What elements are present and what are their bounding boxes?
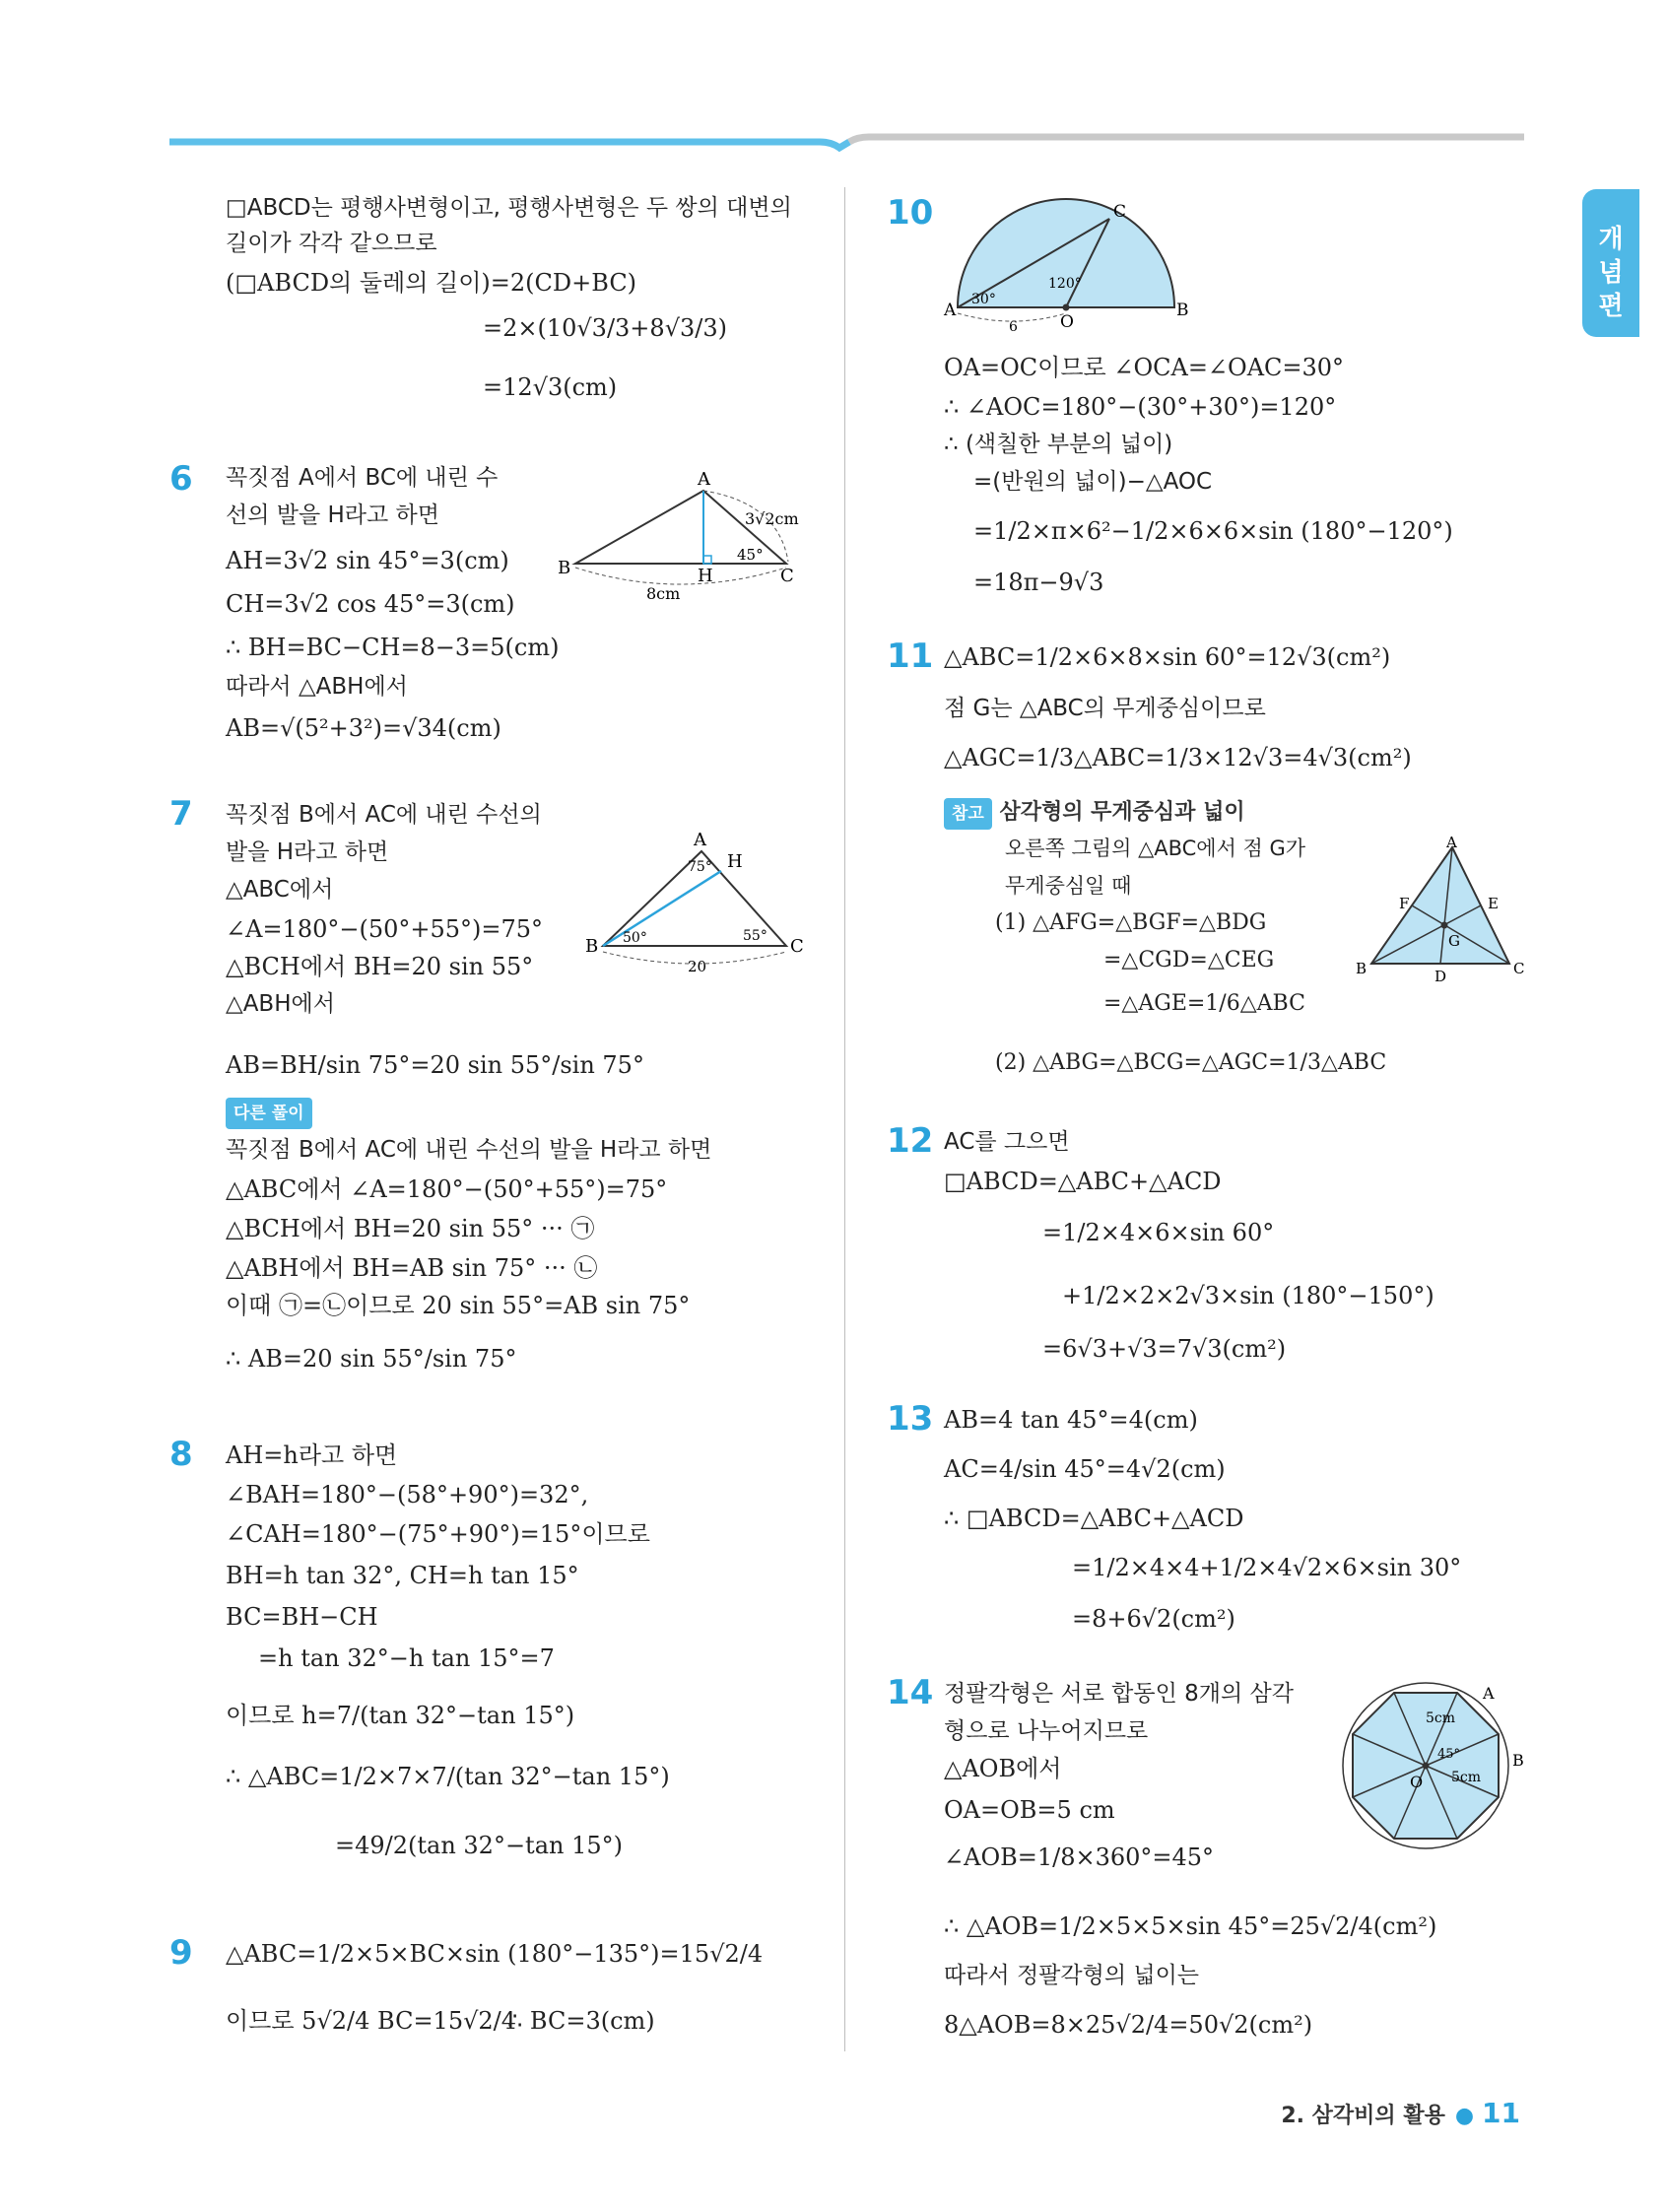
vertex-B: B (585, 936, 599, 957)
text-line: AC를 그으면 (944, 1129, 1070, 1155)
text-line: (□ABCD의 둘레의 길이)=2(CD+BC) (226, 269, 637, 297)
column-divider (844, 187, 845, 2051)
math-line: ∠AOB=1/8×360°=45° (944, 1843, 1215, 1871)
angle-120: 120° (1048, 276, 1082, 292)
math-line: △ABH에서 BH=AB sin 75° ··· ㉡ (226, 1254, 598, 1282)
math-line: 이므로 h=7/(tan 32°−tan 15°) (226, 1702, 575, 1729)
math-line: AB=√(5²+3²)=√34(cm) (226, 714, 501, 742)
problem-number: 12 (887, 1121, 934, 1161)
math-line: =12√3(cm) (483, 373, 618, 401)
math-line: □ABCD=△ABC+△ACD (944, 1168, 1222, 1195)
text-line: 점 G는 △ABC의 무게중심이므로 (944, 696, 1266, 721)
text-line: △ABC에서 (226, 877, 334, 903)
problem-number: 7 (169, 794, 193, 834)
problem-number: 14 (887, 1673, 934, 1712)
math-line: ∴ △AOB=1/2×5×5×sin 45°=25√2/4(cm²) (944, 1912, 1437, 1940)
text-line: 형으로 나누어지므로 (944, 1718, 1149, 1744)
triangle-figure-6 (552, 463, 818, 611)
math-line: 이때 ㉠=㉡이므로 20 sin 55°=AB sin 75° (226, 1292, 691, 1319)
bullet-icon: ● (1454, 2104, 1475, 2128)
math-line: =8+6√2(cm²) (1072, 1605, 1235, 1633)
radius-label-2: 5cm (1451, 1770, 1482, 1785)
math-line: ∴ AB=20 sin 55°/sin 75° (226, 1345, 517, 1373)
math-line: =1/2×π×6²−1/2×6×6×sin (180°−120°) (973, 517, 1453, 545)
note-line: =△CGD=△CEG (1103, 948, 1275, 972)
base-label: 8cm (646, 584, 681, 603)
math-line: △ABC=1/2×5×BC×sin (180°−135°)=15√2/4 (226, 1940, 764, 1968)
page-number: 11 (1482, 2097, 1520, 2129)
point-E: E (1488, 895, 1499, 912)
point-D: D (1434, 968, 1447, 985)
problem-number: 8 (169, 1435, 193, 1474)
angle-B: 50° (623, 930, 647, 946)
math-line: △BCH에서 BH=20 sin 55° (226, 953, 534, 980)
note-line: 오른쪽 그림의 △ABC에서 점 G가 (1005, 837, 1306, 860)
math-line: AB=4 tan 45°=4(cm) (944, 1406, 1198, 1434)
math-line: =6√3+√3=7√3(cm²) (1042, 1335, 1287, 1363)
angle-A: 75° (688, 859, 712, 875)
text-line: 정팔각형은 서로 합동인 8개의 삼각 (944, 1681, 1294, 1707)
foot-H: H (698, 566, 713, 586)
math-line: △ABC=1/2×6×8×sin 60°=12√3(cm²) (944, 643, 1391, 671)
math-line: =18π−9√3 (973, 569, 1104, 596)
foot-H: H (727, 851, 743, 872)
math-line: △ABC에서 ∠A=180°−(50°+55°)=75° (226, 1175, 668, 1203)
point-A: A (1483, 1684, 1495, 1703)
math-line: 8△AOB=8×25√2/4=50√2(cm²) (944, 2011, 1313, 2039)
text-line: 따라서 △ABH에서 (226, 674, 408, 700)
centroid-figure (1350, 836, 1527, 983)
math-line: ∠A=180°−(50°+55°)=75° (226, 915, 544, 943)
alt-solution-tag (226, 1096, 312, 1129)
point-G: G (1448, 932, 1460, 950)
vertex-A: A (698, 469, 710, 490)
vertex-C: C (780, 566, 794, 586)
radius-label-1: 5cm (1426, 1710, 1456, 1726)
math-line: =1/2×4×4+1/2×4√2×6×sin 30° (1072, 1554, 1462, 1581)
math-line: ∴ BC=3(cm) (507, 2007, 655, 2035)
alt-tag-label: 다른 풀이 (226, 1098, 312, 1129)
math-line: =2×(10√3/3+8√3/3) (483, 314, 727, 342)
note-title: 삼각형의 무게중심과 넓이 (999, 800, 1245, 825)
math-line: 이므로 5√2/4 BC=15√2/4 (226, 2007, 517, 2035)
point-F: F (1399, 895, 1410, 912)
vertex-B: B (558, 558, 571, 578)
octagon-figure (1335, 1675, 1532, 1852)
point-A: A (944, 301, 957, 320)
problem-number: 13 (887, 1399, 934, 1439)
math-line: ∴ □ABCD=△ABC+△ACD (944, 1505, 1244, 1532)
note-line: (2) △ABG=△BCG=△AGC=1/3△ABC (995, 1050, 1387, 1075)
math-line: ∴ △ABC=1/2×7×7/(tan 32°−tan 15°) (226, 1763, 670, 1790)
point-C: C (1113, 202, 1127, 222)
note-tag: 참고 (944, 798, 992, 830)
text-line: △ABH에서 (226, 991, 335, 1017)
vertex-A: A (694, 830, 706, 850)
section-tab-label: 개념편 (1598, 225, 1624, 321)
math-line: ∠CAH=180°−(75°+90°)=15°이므로 (226, 1520, 650, 1548)
vertex-C: C (790, 936, 804, 957)
math-line: AC=4/sin 45°=4√2(cm) (944, 1455, 1226, 1483)
note-line: =△AGE=1/6△ABC (1103, 991, 1305, 1016)
semicircle-figure-10 (944, 197, 1190, 335)
text-line: □ABCD는 평행사변형이고, 평행사변형은 두 쌍의 대변의 (226, 195, 792, 221)
point-O: O (1060, 312, 1074, 332)
text-line: 선의 발을 H라고 하면 (226, 503, 439, 528)
problem-number: 10 (887, 193, 934, 233)
math-line: ∠BAH=180°−(58°+90°)=32°, (226, 1481, 589, 1508)
text-line: 꼭짓점 A에서 BC에 내린 수 (226, 465, 499, 491)
note-line: (1) △AFG=△BGF=△BDG (995, 910, 1267, 935)
side-label: 3√2cm (745, 509, 799, 528)
note-line: 무게중심일 때 (1005, 874, 1132, 898)
section-tab[interactable] (1582, 189, 1639, 337)
point-B: B (1176, 301, 1189, 320)
text-line: 꼭짓점 B에서 AC에 내린 수선의 발을 H라고 하면 (226, 1137, 712, 1163)
point-O: O (1410, 1773, 1424, 1791)
angle-C: 55° (743, 928, 767, 944)
text-line: 따라서 정팔각형의 넓이는 (944, 1963, 1200, 1988)
note-header (944, 796, 1245, 830)
math-line: =1/2×4×6×sin 60° (1042, 1219, 1275, 1246)
math-line: =h tan 32°−h tan 15°=7 (258, 1644, 555, 1672)
angle-30: 30° (971, 292, 996, 307)
text-line: ∴ (색칠한 부분의 넓이) (944, 432, 1173, 457)
page-footer (1281, 2097, 1520, 2129)
point-B: B (1512, 1751, 1524, 1770)
problem-number: 11 (887, 637, 934, 676)
problem-number: 9 (169, 1933, 193, 1973)
math-line: =49/2(tan 32°−tan 15°) (335, 1832, 623, 1859)
point-C: C (1513, 960, 1525, 977)
math-line: BC=BH−CH (226, 1603, 378, 1631)
math-line: CH=3√2 cos 45°=3(cm) (226, 590, 515, 618)
math-line: ∴ ∠AOC=180°−(30°+30°)=120° (944, 393, 1337, 421)
math-line: AB=BH/sin 75°=20 sin 55°/sin 75° (226, 1051, 644, 1079)
math-line: OA=OB=5 cm (944, 1796, 1115, 1824)
chapter-title: 2. 삼각비의 활용 (1281, 2104, 1445, 2128)
text-line: =(반원의 넓이)−△AOC (973, 469, 1213, 495)
math-line: AH=3√2 sin 45°=3(cm) (226, 547, 509, 574)
math-line: +1/2×2×2√3×sin (180°−150°) (1062, 1282, 1434, 1309)
radius-label: 6 (1009, 319, 1018, 335)
header-rule (169, 136, 1524, 150)
text-line: 꼭짓점 B에서 AC에 내린 수선의 (226, 802, 542, 828)
math-line: OA=OC이므로 ∠OCA=∠OAC=30° (944, 354, 1345, 381)
math-line: △BCH에서 BH=20 sin 55° ··· ㉠ (226, 1215, 595, 1242)
triangle-figure-7 (581, 808, 818, 975)
math-line: △AGC=1/3△ABC=1/3×12√3=4√3(cm²) (944, 744, 1412, 771)
point-A: A (1446, 834, 1457, 851)
math-line: △AOB에서 (944, 1755, 1062, 1782)
math-line: ∴ BH=BC−CH=8−3=5(cm) (226, 634, 560, 661)
math-line: BH=h tan 32°, CH=h tan 15° (226, 1562, 579, 1589)
math-line: AH=h라고 하면 (226, 1441, 398, 1469)
point-B: B (1356, 960, 1368, 977)
text-line: 발을 H라고 하면 (226, 839, 389, 865)
base-label: 20 (688, 958, 707, 975)
text-line: 길이가 각각 같으므로 (226, 231, 437, 256)
angle-label: 45° (1437, 1747, 1461, 1762)
problem-number: 6 (169, 459, 193, 499)
angle-label: 45° (737, 546, 764, 564)
